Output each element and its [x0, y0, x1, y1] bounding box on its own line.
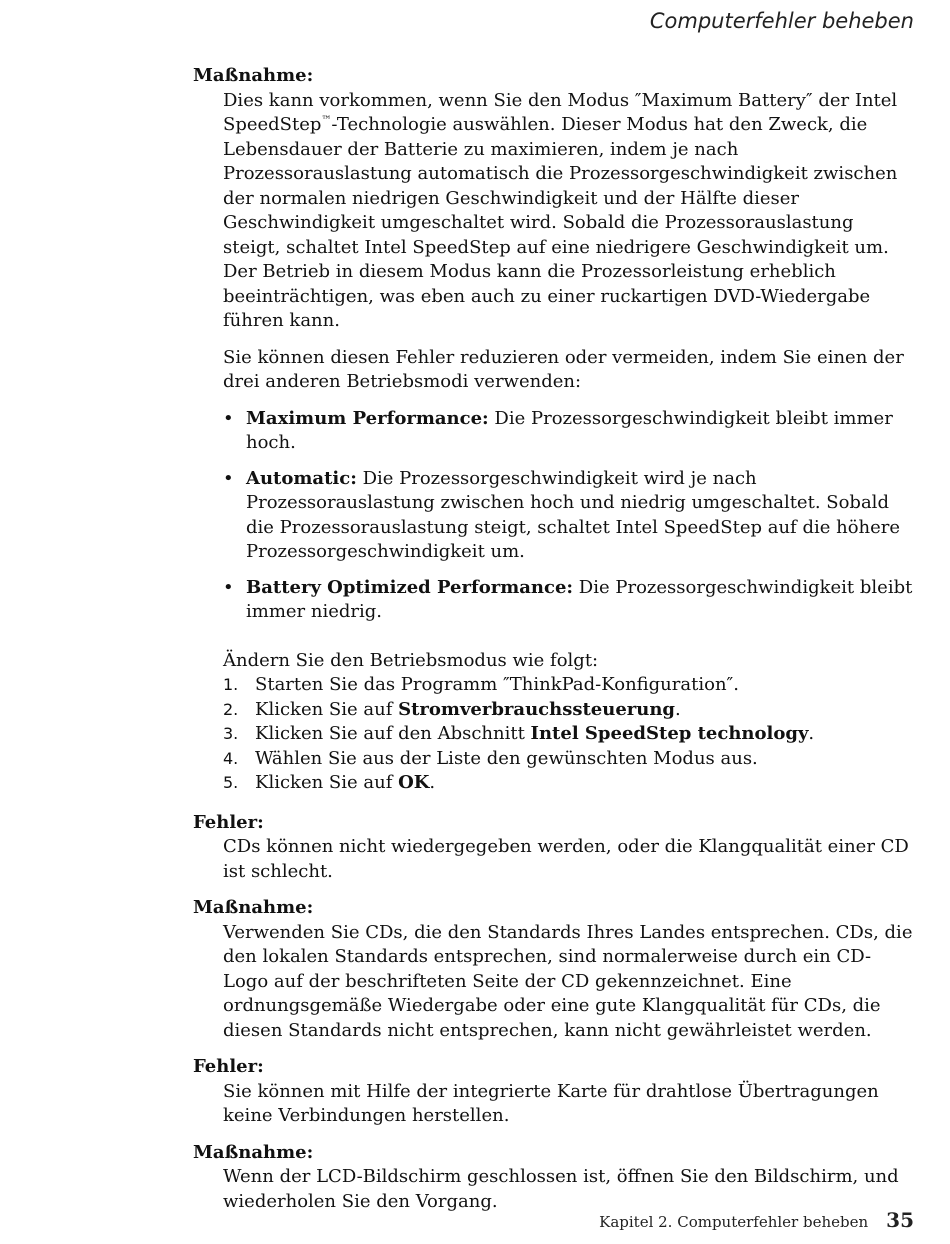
step-number: 2. [223, 699, 239, 719]
step-item [223, 747, 915, 772]
section-measure-cd [193, 896, 915, 1043]
running-header: Computerfehler beheben [649, 9, 914, 33]
footer-chapter: Kapitel 2. Computerfehler beheben [599, 1213, 869, 1231]
step-number: 3. [223, 724, 239, 743]
paragraph [223, 89, 915, 334]
text-run: -Technologie auswählen. Dieser Modus hat den Zweck, die Lebensdauer der Batterie zu maximieren, indem je nach Prozessorauslastung automatisch die Prozessorgeschwindigkeit zwischen der normalen niedrigen Geschwindigkeit und der Hälfte dieser Geschwindigkeit umgeschaltet wird. Sobald die Prozessorauslastung steigt, schaltet Intel SpeedStep auf eine niedrigere Geschwindigkeit um. Der Betrieb in diesem Modus kann die Prozessorleistung erheblich beeinträchtigen, was eben auch zu einer ruckartigen DVD-Wiedergabe führen kann. [223, 114, 898, 331]
section-label: Maßnahme: [193, 1141, 314, 1163]
steps-intro: Ändern Sie den Betriebsmodus wie folgt: [223, 649, 599, 671]
step-text: . [808, 723, 815, 744]
section-label: Maßnahme: [193, 65, 314, 86]
step-text: Starten Sie das Programm ″ThinkPad-Konfiguration″. [255, 674, 739, 695]
step-number: 4. [223, 748, 239, 768]
step-item [223, 673, 915, 698]
step-text: Wählen Sie aus der Liste den gewünschten Modus aus. [255, 747, 758, 769]
text-run: Dies kann vorkommen, wenn Sie den Modus ″Maximum Battery″ der Intel SpeedStep [223, 89, 898, 135]
page-number: 35 [886, 1208, 914, 1232]
step-text: Klicken Sie auf [255, 772, 399, 793]
step-bold: Intel SpeedStep technology [530, 723, 809, 744]
step-item [223, 771, 915, 796]
step-item [223, 722, 915, 747]
section-error-wireless [193, 1055, 915, 1129]
paragraph: Sie können mit Hilfe der integrierte Karte für drahtlose Übertragungen keine Verbindungen herstellen. [223, 1080, 879, 1126]
step-text: . [429, 772, 436, 793]
step-bold: Stromverbrauchssteuerung [398, 698, 676, 720]
step-item [223, 698, 915, 723]
bullet-icon: • [223, 576, 234, 598]
section-label: Maßnahme: [193, 897, 314, 918]
paragraph: CDs können nicht wiedergegeben werden, oder die Klangqualität einer CD ist schlecht. [223, 836, 909, 882]
step-text: Klicken Sie auf den Abschnitt [255, 723, 531, 744]
section-measure-speedstep [193, 64, 915, 796]
paragraph: Sie können diesen Fehler reduzieren oder vermeiden, indem Sie einen der drei anderen Betriebsmodi verwenden: [223, 346, 904, 392]
list-item [223, 576, 915, 625]
paragraph: Wenn der LCD-Bildschirm geschlossen ist, öffnen Sie den Bildschirm, und wiederholen Sie den Vorgang. [223, 1166, 899, 1212]
list-item [223, 407, 915, 456]
steps-list [223, 673, 915, 796]
section-error-cd [193, 811, 915, 885]
step-bold: OK [398, 772, 430, 793]
section-measure-wireless [193, 1141, 915, 1215]
list-item [223, 467, 915, 565]
list-item-text: Die Prozessorgeschwindigkeit wird je nach Prozessorauslastung zwischen hoch und niedrig umgeschaltet. Sobald die Prozessorauslastung steigt, schaltet Intel SpeedStep auf die höhere Prozessorgeschwindigkeit um. [246, 467, 901, 562]
step-number: 5. [223, 773, 239, 792]
list-item-term: Automatic: [246, 467, 357, 489]
section-label: Fehler: [193, 1056, 264, 1077]
page-footer [599, 1208, 914, 1232]
list-item-term: Battery Optimized Performance: [246, 576, 574, 598]
paragraph: Verwenden Sie CDs, die den Standards Ihres Landes entsprechen. CDs, die den lokalen Standards entsprechen, sind normalerweise durch ein CD-Logo auf der beschrifteten Seite der CD gekennzeichnet. Eine ordnungsgemäße Wiedergabe oder eine gute Klangqualität für CDs, die diesen Standards nicht entsprechen, kann nicht gewährleistet werden. [223, 921, 913, 1041]
section-label: Fehler: [193, 811, 264, 833]
bullet-icon: • [223, 467, 234, 489]
bullet-icon: • [223, 407, 234, 429]
trademark-symbol: ™ [321, 115, 332, 126]
mode-list [223, 407, 915, 625]
step-number: 1. [223, 675, 239, 694]
list-item-text: Die Prozessorgeschwindigkeit bleibt immer niedrig. [246, 576, 913, 622]
list-item-term: Maximum Performance: [246, 407, 489, 429]
step-text: Klicken Sie auf [255, 698, 399, 720]
list-item-text: Die Prozessorgeschwindigkeit bleibt immer hoch. [246, 407, 893, 453]
step-text: . [675, 698, 681, 720]
document-body [193, 64, 915, 1226]
